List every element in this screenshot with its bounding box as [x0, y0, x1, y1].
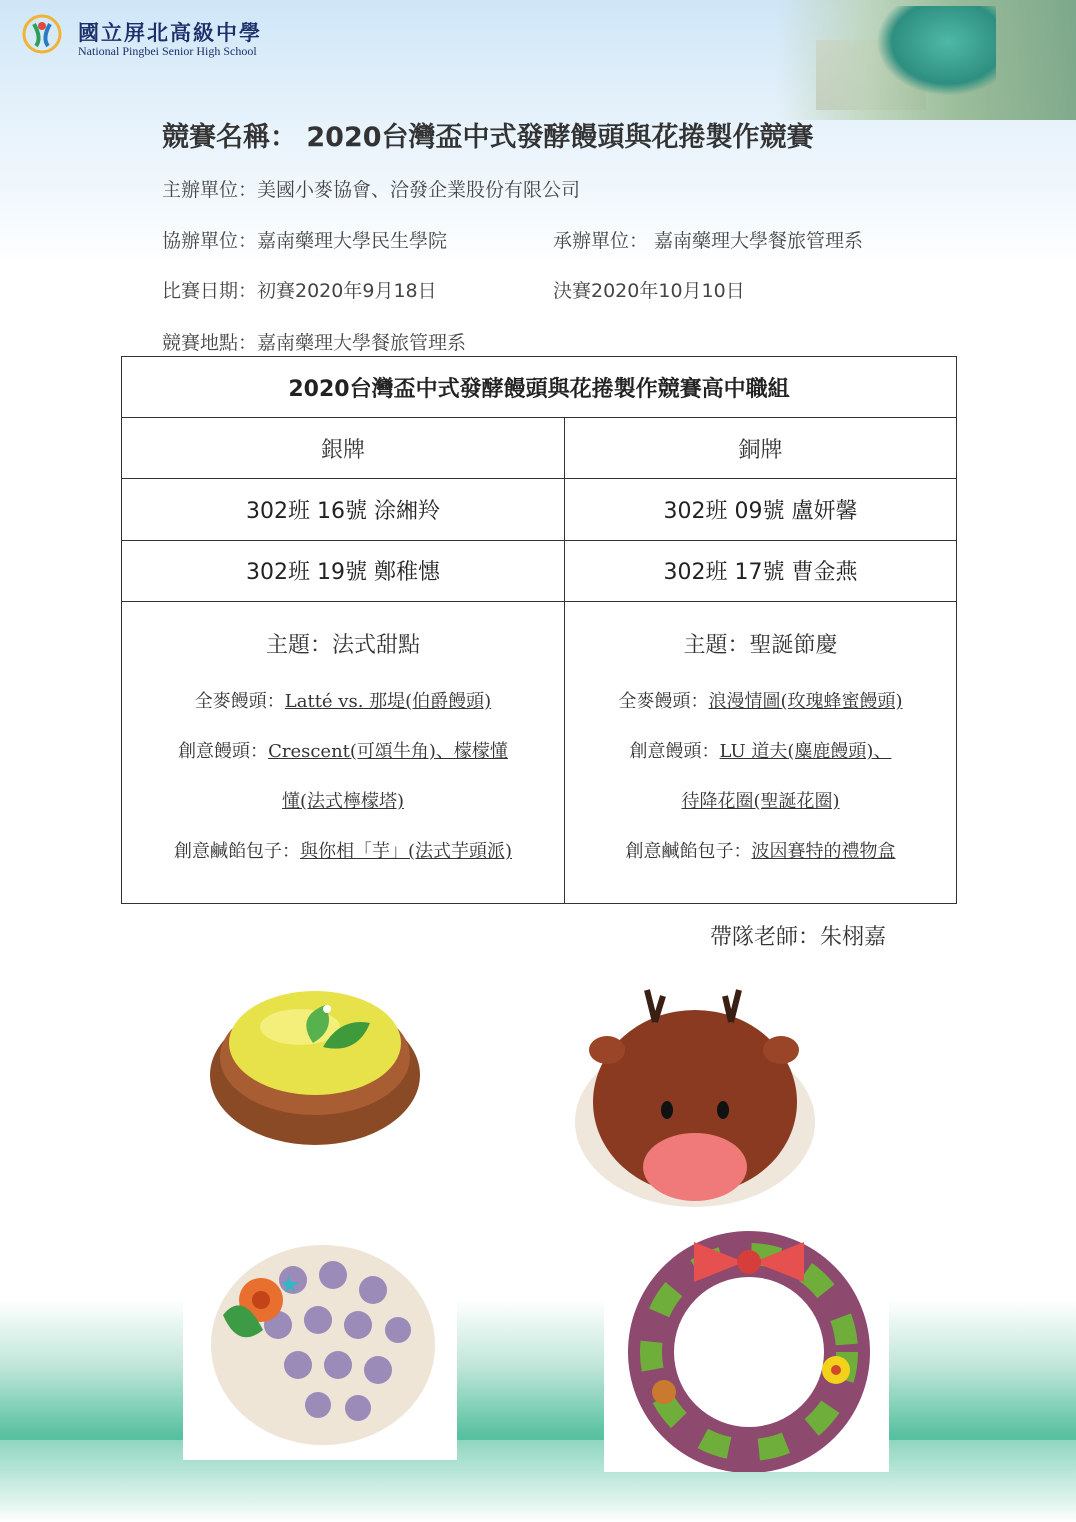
creative-value: LU 道夫(麋鹿饅頭)、 — [719, 740, 892, 762]
co-organizer: 協辦單位：嘉南藥理大學民生學院 — [162, 230, 448, 252]
prelim-date: 比賽日期：初賽2020年9月18日 — [162, 280, 437, 302]
creative-label: 創意饅頭： — [178, 740, 269, 762]
reindeer-bun-photo — [555, 982, 832, 1214]
silver-theme: 主題：法式甜點 — [265, 632, 420, 658]
contest-title: 競賽名稱： 2020台灣盃中式發酵饅頭與花捲製作競賽 — [162, 122, 814, 153]
silver-student-2: 302班 19號 鄭稚憓 — [122, 540, 565, 601]
silver-bun — [122, 827, 564, 877]
bun-value: 與你相「芋」(法式芋頭派) — [299, 840, 513, 862]
creative-value: Crescent(可頌牛角)、檬檬懂 — [268, 740, 508, 762]
host-unit: 承辦單位： 嘉南藥理大學餐旅管理系 — [553, 230, 864, 252]
school-name-zh: 國立屏北高級中學 — [78, 20, 262, 45]
final-date: 決賽2020年10月10日 — [553, 280, 745, 302]
silver-creative — [122, 727, 564, 777]
lemon-tart-bun-photo — [175, 965, 457, 1168]
silver-student-1: 302班 16號 涂緗羚 — [122, 479, 565, 540]
bun-label: 創意鹹餡包子： — [173, 840, 300, 862]
bronze-student-2: 302班 17號 曹金燕 — [565, 540, 957, 601]
bronze-details — [565, 601, 957, 903]
bronze-creative — [565, 727, 956, 777]
creative-value-cont: 懂(法式檸檬塔) — [281, 790, 405, 812]
bronze-whole-wheat — [565, 677, 956, 727]
organizer: 主辦單位：美國小麥協會、洽發企業股份有限公司 — [162, 179, 581, 201]
whole-wheat-label: 全麥饅頭： — [618, 690, 709, 712]
taro-pie-bun-photo — [183, 1220, 457, 1460]
silver-whole-wheat — [122, 677, 564, 727]
bronze-medal-header: 銅牌 — [565, 418, 957, 479]
bronze-creative-cont — [565, 777, 956, 827]
table-heading: 2020台灣盃中式發酵饅頭與花捲製作競賽高中職組 — [122, 357, 957, 418]
whole-wheat-value: Latté vs. 那堤(伯爵饅頭) — [284, 690, 492, 712]
bronze-bun — [565, 827, 956, 877]
silver-medal-header: 銀牌 — [122, 418, 565, 479]
school-logo-icon — [22, 14, 62, 54]
creative-value-cont: 待降花圈(聖誕花圈) — [681, 790, 840, 812]
bun-value: 波因賽特的禮物盒 — [751, 840, 896, 862]
whole-wheat-label: 全麥饅頭： — [194, 690, 285, 712]
sculpture-image — [876, 6, 996, 96]
silver-creative-cont — [122, 777, 564, 827]
bottom-wave-decoration-2 — [0, 1440, 1076, 1522]
team-teacher: 帶隊老師：朱栩嘉 — [710, 925, 887, 950]
school-name-en: National Pingbei Senior High School — [78, 44, 257, 58]
venue: 競賽地點：嘉南藥理大學餐旅管理系 — [162, 332, 467, 354]
bronze-theme: 主題：聖誕節慶 — [683, 632, 838, 658]
bronze-student-1: 302班 09號 盧妍馨 — [565, 479, 957, 540]
creative-label: 創意饅頭： — [629, 740, 720, 762]
silver-details — [122, 601, 565, 903]
whole-wheat-value: 浪漫情圖(玫瑰蜂蜜饅頭) — [708, 690, 903, 712]
award-table — [121, 356, 957, 904]
christmas-wreath-bun-photo — [604, 1212, 889, 1472]
bun-label: 創意鹹餡包子： — [625, 840, 752, 862]
